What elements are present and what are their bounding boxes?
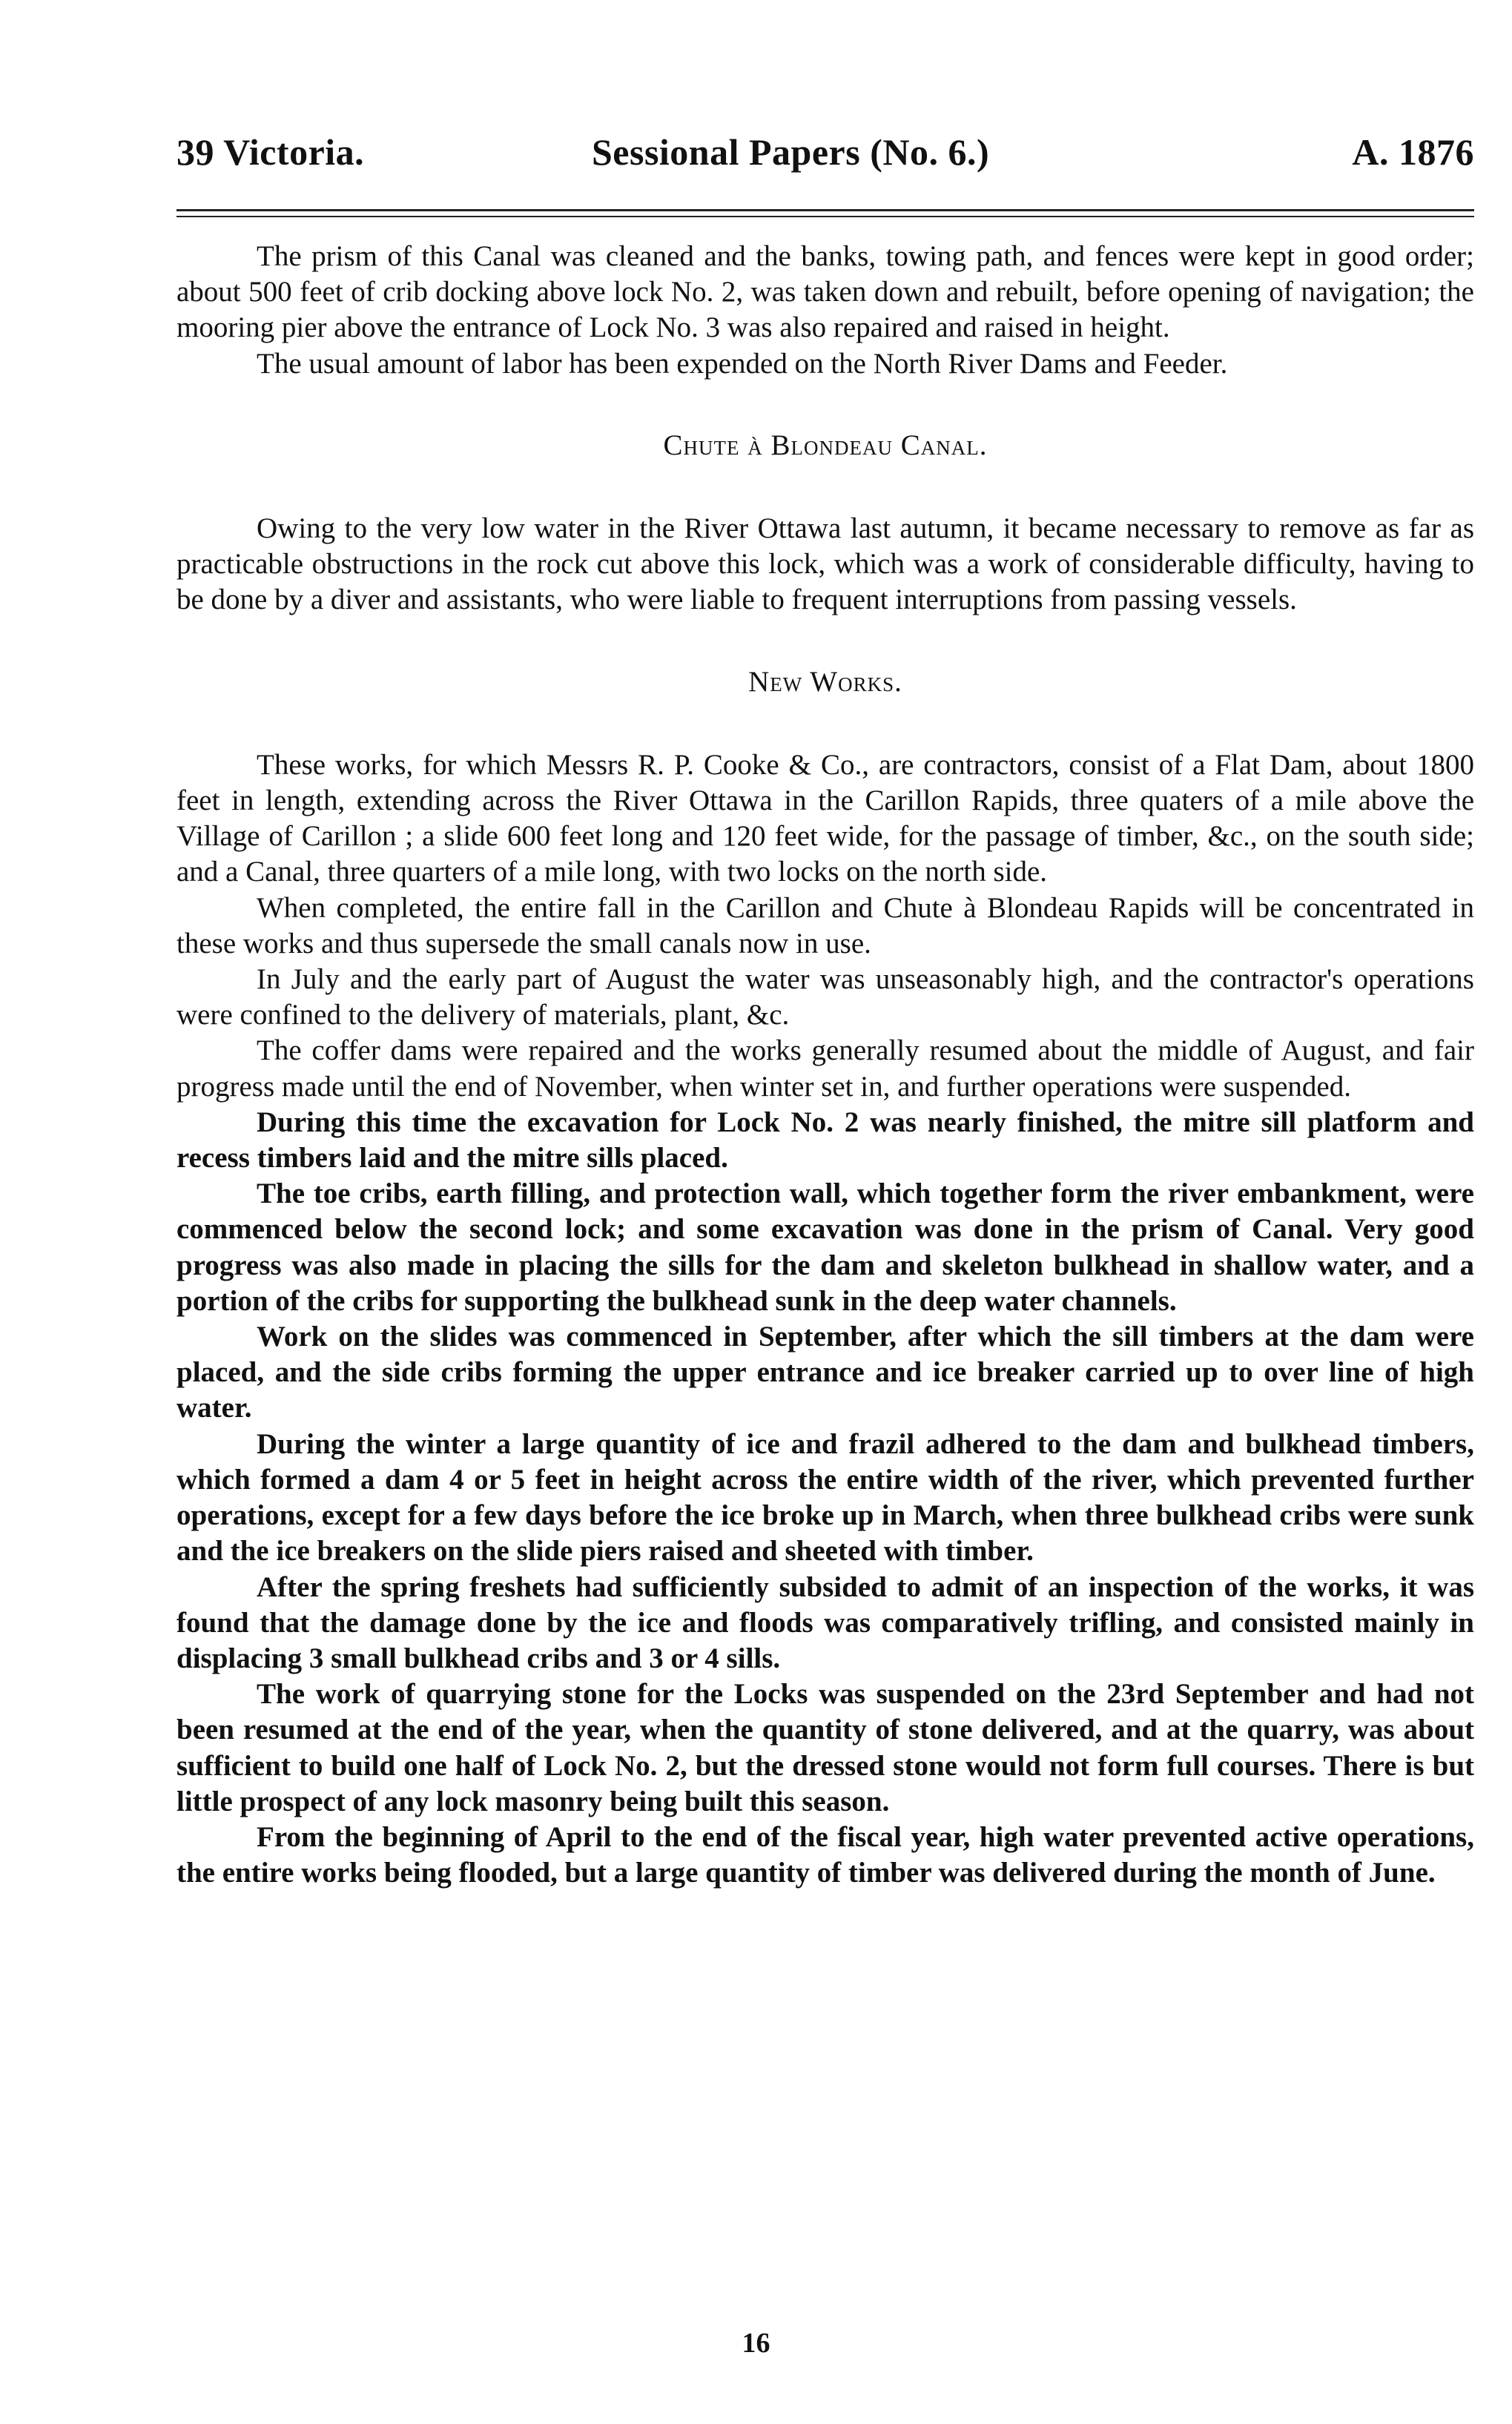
paragraph: The coffer dams were repaired and the works generally resumed about the middle of August, and fair progress made until the end of November, when winter set in, and further operations were suspended. [176,1034,1474,1103]
paragraph: During this time the excavation for Lock No. 2 was nearly finished, the mitre sill platform and recess timbers laid and the mitre sills placed. [176,1106,1474,1175]
header-rule-thick [176,209,1474,211]
paragraph: When completed, the entire fall in the Carillon and Chute à Blondeau Rapids will be concentrated in these works and thus supersede the small canals now in use. [176,891,1474,960]
paragraph: After the spring freshets had sufficiently subsided to admit of an inspection of the works, it was found that the damage done by the ice and floods was comparatively trifling, and consisted mainly in displacing 3 small bulkhead cribs and 3 or 4 sills. [176,1571,1474,1674]
paragraph: During the winter a large quantity of ice and frazil adhered to the dam and bulkhead timbers, which formed a dam 4 or 5 feet in height across the entire width of the river, which prevented further operations, except for a few days before the ice broke up in March, when three bulkhead cribs were sunk and the ice breakers on the slide piers raised and sheeted with timber. [176,1427,1474,1568]
section-heading-new-works: New Works. [748,665,902,698]
paragraph: These works, for which Messrs R. P. Cooke & Co., are contractors, consist of a Flat Dam, about 1800 feet in length, extending across the River Ottawa in the Carillon Rapids, three quaters of a mile above the Village of Carillon ; a slide 600 feet long and 120 feet wide, for the passage of timber, &c., on the south side; and a Canal, three quarters of a mile long, with two locks on the north side. [176,748,1474,888]
header-rule-thin [176,216,1474,217]
paragraph: The prism of this Canal was cleaned and the banks, towing path, and fences were kept in good order; about 500 feet of crib docking above lock No. 2, was taken down and rebuilt, before opening of navigation; the mooring pier above the entrance of Lock No. 3 was also repaired and raised in height. [176,240,1474,344]
paragraph: Work on the slides was commenced in September, after which the sill timbers at the dam were placed, and the side cribs forming the upper entrance and ice breaker carried up to over line of high water. [176,1321,1474,1424]
paragraph: The usual amount of labor has been expended on the North River Dams and Feeder. [257,347,1228,380]
section-heading-chute: Chute à Blondeau Canal. [663,429,988,461]
paragraph: The work of quarrying stone for the Locks was suspended on the 23rd September and had not been resumed at the end of the year, when the quantity of stone delivered, and at the quarry, was about sufficient to build one half of Lock No. 2, but the dressed stone would not form full courses. There is but little prospect of any lock masonry being built this season. [176,1678,1474,1817]
page-body [176,239,1474,1891]
paragraph: From the beginning of April to the end of the fiscal year, high water prevented active operations, the entire works being flooded, but a large quantity of timber was delivered during the month of June. [176,1820,1474,1889]
header-title: Sessional Papers (No. 6.) [592,131,990,173]
paragraph: In July and the early part of August the water was unseasonably high, and the contractor's operations were confined to the delivery of materials, plant, &c. [176,963,1474,1031]
page-number: 16 [742,2328,770,2359]
paragraph: Owing to the very low water in the River Ottawa last autumn, it became necessary to remove as far as practicable obstructions in the rock cut above this lock, which was a work of considerable difficulty, having to be done by a diver and assistants, who were liable to frequent interruptions from passing vessels. [176,512,1474,616]
header-year: A. 1876 [1352,131,1474,173]
page-header [176,131,1474,182]
paragraph: The toe cribs, earth filling, and protection wall, which together form the river embankment, were commenced below the second lock; and some excavation was done in the prism of Canal. Very good progress was also made in placing the sills for the dam and skeleton bulkhead in shallow water, and a portion of the cribs for supporting the bulkhead sunk in the deep water channels. [176,1178,1474,1317]
header-session: 39 Victoria. [176,131,365,173]
